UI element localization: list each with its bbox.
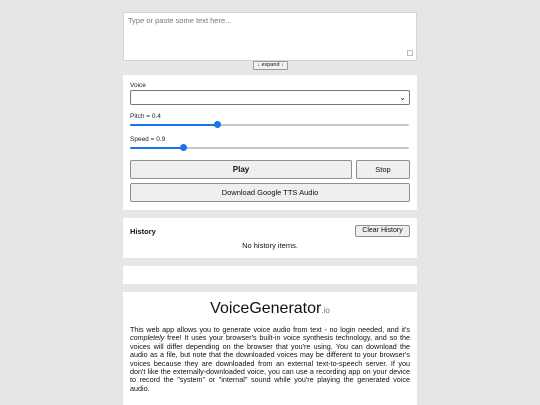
expand-button[interactable]: ↓ expand ↓ — [253, 61, 288, 70]
text-input-card — [123, 12, 417, 61]
brand-tld: .io — [321, 306, 330, 315]
pitch-label: Pitch = 0.4 — [130, 113, 161, 120]
text-input[interactable] — [123, 12, 417, 61]
pitch-slider-thumb[interactable] — [214, 121, 221, 128]
history-title: History — [130, 227, 156, 236]
stop-button[interactable]: Stop — [356, 160, 410, 179]
empty-panel — [123, 266, 417, 284]
pitch-slider[interactable] — [130, 121, 409, 129]
voice-label: Voice — [130, 82, 146, 89]
history-empty-message: No history items. — [242, 241, 298, 250]
brand-name: VoiceGenerator — [210, 300, 322, 317]
voice-select[interactable] — [130, 90, 410, 105]
play-button[interactable]: Play — [130, 160, 352, 179]
about-text-part: free! It uses your browser's built-in voice synthesis technology, and so the voices will differ depending on the browser that you're using. You can download the audio as a file, but note that the downloaded voices may be different to your browser's voices because they are downloaded from an external text-to-speech server. If you don't like the externally-downloaded voice, you can use a recording app on your device to record the "system" or "internal" sound while you're playing the generated voice audio. — [130, 333, 410, 393]
speed-slider-thumb[interactable] — [180, 144, 187, 151]
speed-label: Speed = 0.9 — [130, 136, 166, 143]
history-card — [123, 218, 417, 258]
chevron-down-icon: ⌄ — [399, 93, 406, 102]
speed-slider-fill — [130, 147, 183, 149]
pitch-slider-fill — [130, 124, 218, 126]
brand-logo — [123, 300, 417, 318]
resize-handle-icon[interactable] — [407, 50, 413, 56]
about-text-emphasis: completely — [130, 333, 165, 343]
about-text-part: This web app allows you to generate voice audio from text - no login needed, and it's — [130, 325, 410, 334]
clear-history-button[interactable]: Clear History — [355, 225, 410, 237]
speed-slider[interactable] — [130, 144, 409, 152]
about-card — [123, 292, 417, 405]
about-description — [130, 326, 410, 393]
download-audio-button[interactable]: Download Google TTS Audio — [130, 183, 410, 202]
controls-card — [123, 75, 417, 210]
